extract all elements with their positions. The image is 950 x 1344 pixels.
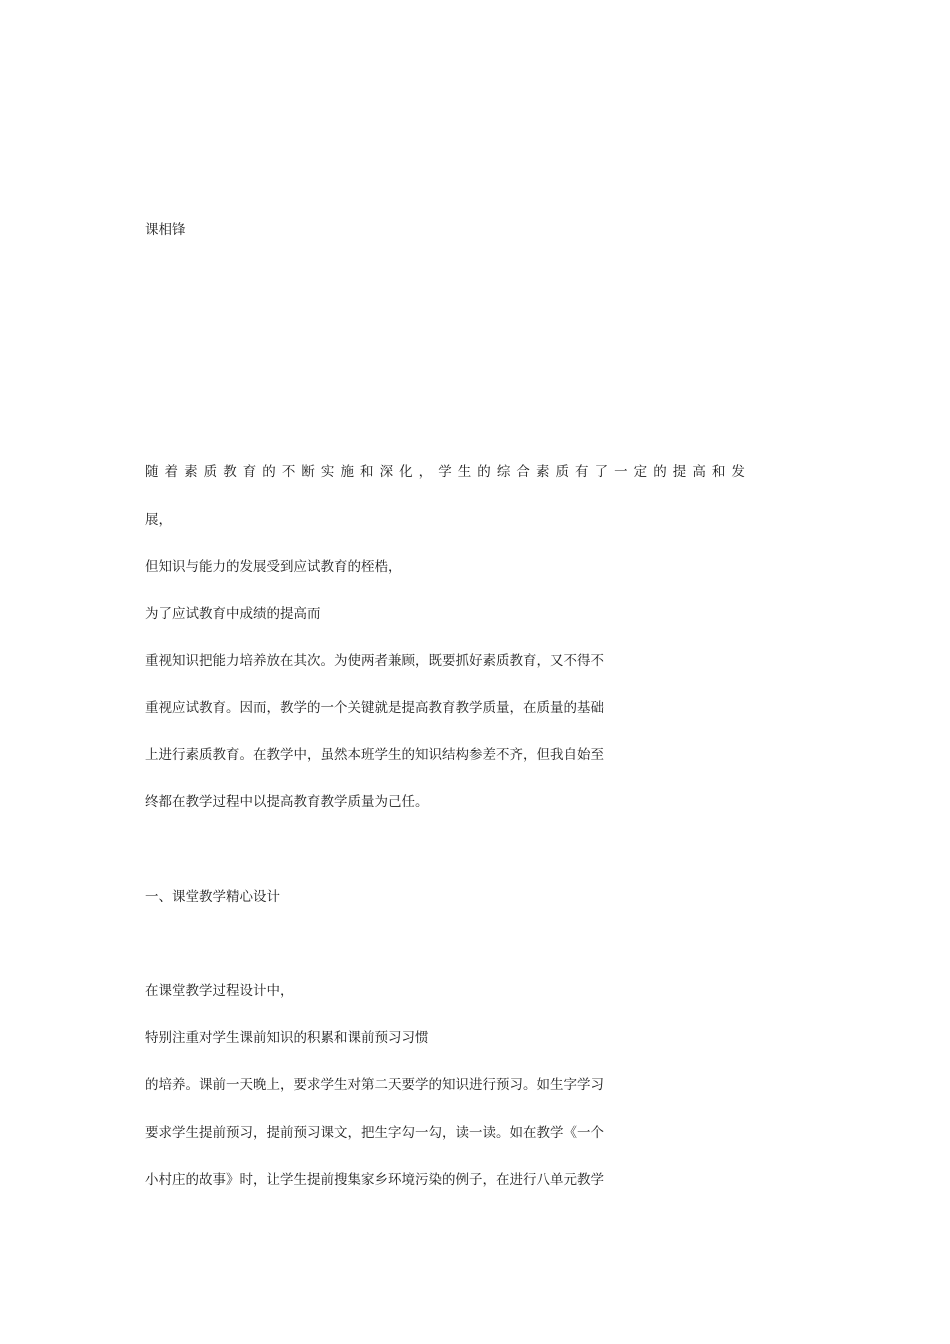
- paragraph-1-line: 重视应试教育。因而，教学的一个关键就是提高教育教学质量，在质量的基础: [145, 700, 604, 716]
- paragraph-1-first-line-char: 施: [340, 464, 354, 480]
- paragraph-1-first-line-char: 综: [496, 464, 511, 480]
- paragraph-1-first-line-char: 和: [711, 464, 726, 480]
- paragraph-1-first-line-char: 断: [301, 464, 315, 480]
- paragraph-1-line: 展，: [145, 512, 172, 528]
- paragraph-1-line: 但知识与能力的发展受到应试教育的桎梏，: [145, 559, 402, 575]
- paragraph-2-line: 的培养。课前一天晚上，要求学生对第二天要学的知识进行预习。如生字学习: [145, 1077, 604, 1093]
- paragraph-1-first-line-char: 素: [535, 464, 550, 480]
- paragraph-1-line: 重视知识把能力培养放在其次。为使两者兼顾，既要抓好素质教育，又不得不: [145, 653, 604, 669]
- paragraph-2-line: 小村庄的故事》时，让学生提前搜集家乡环境污染的例子，在进行八单元教学: [145, 1172, 604, 1188]
- paragraph-1-line: 上进行素质教育。在教学中，虽然本班学生的知识结构参差不齐，但我自始至: [145, 747, 604, 763]
- paragraph-1-first-line-char: 学: [438, 464, 452, 480]
- paragraph-2-line: 特别注重对学生课前知识的积累和课前预习习惯: [145, 1030, 429, 1046]
- paragraph-1-line: 为了应试教育中成绩的提高而: [145, 606, 321, 622]
- paragraph-1-first-line-char: 教: [223, 464, 237, 480]
- paragraph-1-first-line: [145, 463, 745, 481]
- paragraph-1-first-line-char: 发: [731, 464, 745, 480]
- paragraph-1-first-line-char: 着: [164, 464, 179, 480]
- paragraph-1-first-line-char: 质: [203, 464, 218, 480]
- paragraph-1-first-line-char: 合: [516, 464, 530, 480]
- document-title: 课相锋: [145, 222, 186, 238]
- paragraph-1-first-line-char: 有: [575, 464, 589, 480]
- paragraph-1-first-line-char: ，: [418, 464, 433, 480]
- paragraph-1-first-line-char: 的: [653, 464, 667, 480]
- paragraph-1-first-line-char: 质: [555, 464, 569, 480]
- paragraph-2-line: 在课堂教学过程设计中，: [145, 983, 294, 999]
- paragraph-1-first-line-char: 育: [242, 464, 257, 480]
- paragraph-1-first-line-char: 了: [594, 464, 609, 480]
- paragraph-1-first-line-char: 定: [633, 464, 648, 480]
- paragraph-1-first-line-char: 提: [672, 464, 687, 480]
- paragraph-1-first-line-char: 的: [477, 464, 491, 480]
- paragraph-1-first-line-char: 的: [262, 464, 276, 480]
- paragraph-1-first-line-char: 一: [614, 464, 628, 480]
- paragraph-1-first-line-char: 深: [379, 464, 394, 480]
- paragraph-1-first-line-char: 随: [145, 464, 159, 480]
- paragraph-1-first-line-char: 高: [692, 464, 706, 480]
- paragraph-1-first-line-char: 不: [281, 464, 296, 480]
- section-heading: 一、课堂教学精心设计: [145, 889, 280, 905]
- paragraph-1-first-line-char: 生: [457, 464, 472, 480]
- paragraph-1-first-line-char: 和: [360, 464, 374, 480]
- paragraph-1-line: 终都在教学过程中以提高教育教学质量为己任。: [145, 794, 429, 810]
- paragraph-2-line: 要求学生提前预习，提前预习课文，把生字勾一勾，读一读。如在教学《一个: [145, 1125, 604, 1141]
- paragraph-1-first-line-char: 化: [399, 464, 413, 480]
- paragraph-1-first-line-char: 素: [184, 464, 198, 480]
- paragraph-1-first-line-char: 实: [320, 464, 335, 480]
